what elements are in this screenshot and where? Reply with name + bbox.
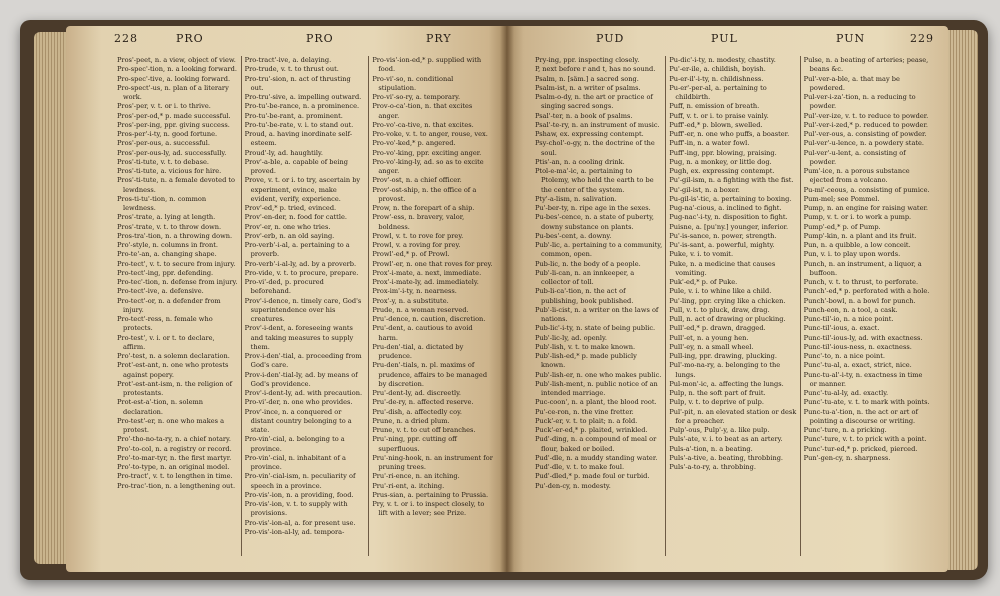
- dictionary-entry: Pu'-ling, ppr. crying like a chicken.: [669, 296, 786, 305]
- dictionary-entry: Punch'-ed,* p. perforated with a hole.: [803, 287, 930, 296]
- dictionary-entry: Pub-lic, n. the body of a people.: [535, 259, 641, 268]
- dictionary-entry: Pub'-li-cist, n. a writer on the laws of nations.: [535, 305, 659, 323]
- dictionary-entry: Puff, n. emission of breath.: [669, 102, 760, 111]
- dictionary-entry: Pun, n. a quibble, a low conceit.: [803, 241, 911, 249]
- dictionary-entry: Pud'-dle, v. t. to make foul.: [535, 463, 625, 471]
- dictionary-entry: Puff, v. t. or i. to praise vainly.: [669, 111, 769, 120]
- dictionary-entry: Prov'-en-der, n. food for cattle.: [244, 213, 347, 222]
- dictionary-entry: Pu'-ber-ty, n. ripe age in the sexes.: [535, 204, 651, 212]
- dictionary-entry: Pull-ing, ppr. drawing, plucking.: [669, 352, 777, 360]
- dictionary-entry: Pros'-per-ous, a. successful.: [117, 139, 210, 148]
- dictionary-entry: Punc-tu-a'-tion, n. the act or art of pointing a discourse or writing.: [803, 407, 918, 425]
- left-head-3: PRY: [426, 32, 452, 45]
- dictionary-entry: Pro-tect'-ive, a. defensive.: [117, 287, 204, 296]
- dictionary-entry: Prove, v. t. or i. to try, ascertain by experiment, evince, make evident, verify, experience.: [244, 176, 361, 203]
- dictionary-entry: Pro-vo'-ca-tive, n. that excites.: [372, 120, 474, 129]
- dictionary-entry: Pro-tract', v. t. to lengthen in time.: [117, 472, 233, 481]
- dictionary-entry: Puc-coon', n. a plant, the blood root.: [535, 398, 657, 407]
- dictionary-entry: Pru'-dent, a. cautious to avoid harm.: [372, 324, 473, 342]
- dictionary-entry: Prov'-i-dent-ly, ad. with precaution.: [244, 389, 363, 397]
- dictionary-entry: Punc'-tu-ate, v. t. to mark with points.: [803, 398, 930, 407]
- dictionary-entry: Psy-chol'-o-gy, n. the doctrine of the soul.: [535, 139, 655, 157]
- dictionary-entry: Pshaw, ex. expressing contempt.: [535, 130, 644, 138]
- dictionary-entry: Pu-gil-is'-tic, a. pertaining to boxing.: [669, 194, 792, 203]
- dictionary-entry: Pro-vide, v. t. to procure, prepare.: [244, 268, 359, 277]
- dictionary-entry: Punc-til'-ious-ly, ad. with exactness.: [803, 333, 923, 342]
- dictionary-entry: Puls'-ate, v. i. to beat as an artery.: [669, 435, 783, 444]
- dictionary-entry: Pru'-dence, n. caution, discretion.: [372, 315, 486, 323]
- left-page-column-3: [368, 56, 496, 556]
- dictionary-entry: Pros'-ti-tute, a. vicious for hire.: [117, 167, 222, 175]
- dictionary-entry: Prox'-y, n. a substitute.: [372, 296, 449, 305]
- dictionary-entry: Pro-vi'-ded, p. procured beforehand.: [244, 278, 324, 296]
- dictionary-entry: Punc'-to, n. a nice point.: [803, 352, 885, 360]
- dictionary-entry: Pro-tru'-sion, n. act of thrusting out.: [244, 74, 351, 92]
- dictionary-entry: Puk'-ed,* p. of Puke.: [669, 278, 738, 286]
- dictionary-entry: Pulp, v. t. to deprive of pulp.: [669, 398, 764, 407]
- dictionary-entry: Pul'-ver-ous, a. consisting of powder.: [803, 130, 927, 138]
- dictionary-entry: Pro-spec'-tive, a. looking forward.: [117, 74, 231, 83]
- dictionary-entry: Pub'-lish-er, n. one who makes public.: [535, 370, 662, 379]
- dictionary-entry: Prov'-ost, n. a chief officer.: [372, 176, 462, 185]
- dictionary-entry: Pro-vo'-ked,* p. angered.: [372, 139, 456, 148]
- dictionary-entry: Pulse, n. a beating of arteries; pease, beans &c.: [803, 56, 929, 74]
- dictionary-entry: Pu'-is-sant, a. powerful, mighty.: [669, 241, 775, 249]
- dictionary-entry: Pros'-per, v. t. or i. to thrive.: [117, 102, 211, 111]
- dictionary-entry: Pro-tect', v. t. to secure from injury.: [117, 259, 236, 268]
- dictionary-entry: Puff'-ing, ppr. blowing, praising.: [669, 148, 777, 157]
- right-head-1: PUD: [596, 32, 625, 45]
- dictionary-entry: Prov'-i-dent, a. foreseeing wants and taking measures to supply them.: [244, 324, 354, 351]
- dictionary-entry: Pros'-per-ous-ly, ad. successfully.: [117, 148, 227, 157]
- dictionary-entry: Pro'-test, n. a solemn declaration.: [117, 352, 230, 360]
- dictionary-entry: Pul'-pit, n. an elevated station or desk for a preacher.: [669, 407, 797, 425]
- dictionary-entry: Proud, a. having inordinate self-esteem.: [244, 130, 353, 148]
- dictionary-entry: Pro-vis'-ion, n. a providing, food.: [244, 490, 354, 499]
- dictionary-entry: Pu-bes'-cence, n. a state of puberty, downy substance on plants.: [535, 213, 655, 231]
- dictionary-entry: Pru'-ri-ence, n. an itching.: [372, 472, 460, 481]
- dictionary-entry: Prox'-i-mate-ly, ad. immediately.: [372, 278, 479, 286]
- dictionary-entry: Pul-ver'-u-lence, n. a powdery state.: [803, 139, 925, 148]
- dictionary-entry: Prox-im'-i-ty, n. nearness.: [372, 287, 457, 296]
- dictionary-entry: Prox'-i-mate, a. next, immediate.: [372, 268, 482, 277]
- dictionary-entry: Pu'-gil-ist, n. a boxer.: [669, 185, 740, 194]
- dictionary-entry: Pru-den'-tial, a. dictated by prudence.: [372, 342, 464, 360]
- dictionary-entry: Prov-i-den'-tial-ly, ad. by means of God's providence.: [244, 370, 358, 388]
- dictionary-entry: Pro-verb'-i-al, a. pertaining to a proverb.: [244, 241, 350, 259]
- dictionary-entry: Punc'-tu-al-ly, ad. exactly.: [803, 389, 889, 397]
- dictionary-entry: Pugh, ex. expressing contempt.: [669, 167, 775, 175]
- dictionary-entry: Pro-vi'-so-ry, a. temporary.: [372, 93, 461, 101]
- dictionary-entry: Ptol-e-ma'-ic, a. pertaining to Ptolemy, who held the earth to be the center of the system.: [535, 167, 654, 194]
- dictionary-entry: Punc'-tur-ed,* p. pricked, pierced.: [803, 444, 918, 453]
- dictionary-entry: Pro-tru'-sive, a. impelling outward.: [244, 93, 362, 101]
- dictionary-entry: Pros-ti-tu'-tion, n. common lewdness.: [117, 194, 207, 212]
- dictionary-entry: Punch, v. t. to thrust, to perforate.: [803, 278, 919, 286]
- dictionary-entry: Punc-til'-ious, a. exact.: [803, 324, 880, 333]
- dictionary-entry: Punc'-ture, v. t. to prick with a point.: [803, 435, 927, 444]
- dictionary-entry: Pro-vin'-cial, a. belonging to a province.: [244, 435, 345, 453]
- dictionary-entry: Pro'-tho-no-ta-ry, n. a chief notary.: [117, 435, 231, 444]
- dictionary-entry: Prune, n. a dried plum.: [372, 416, 450, 425]
- right-page-column-2: [665, 56, 799, 556]
- dictionary-entry: Pul'-ver-a-ble, a. that may be powdered.: [803, 74, 900, 92]
- dictionary-entry: Pru-den'-tials, n. pl. maxims of prudence, affairs to be managed by discretion.: [372, 361, 488, 388]
- dictionary-entry: Pub'-lic, a. pertaining to a community, common, open.: [535, 241, 663, 259]
- left-head-2: PRO: [306, 32, 334, 45]
- right-head-2: PUL: [711, 32, 738, 45]
- dictionary-entry: Pros'-trate, a. lying at length.: [117, 213, 216, 222]
- dictionary-entry: Pub-lic'-i-ty, n. state of being public.: [535, 324, 656, 333]
- dictionary-entry: Pru'-ri-ent, a. itching.: [372, 481, 445, 490]
- dictionary-entry: Pros-per'-i-ty, n. good fortune.: [117, 130, 218, 138]
- dictionary-entry: Puls'-a-to-ry, a. throbbing.: [669, 463, 756, 471]
- dictionary-entry: Puff'-in, n. a water fowl.: [669, 139, 750, 148]
- dictionary-entry: Pul'-ver-i-zed,* p. reduced to powder.: [803, 120, 928, 129]
- dictionary-entry: Pu-er-il'-i-ty, n. childishness.: [669, 74, 764, 83]
- dictionary-entry: Pros'-trate, v. t. to throw down.: [117, 222, 222, 231]
- dictionary-entry: Pum-mel; see Pommel.: [803, 194, 880, 203]
- dictionary-entry: Psal'-ter, n. a book of psalms.: [535, 111, 633, 120]
- dictionary-entry: Pro-vin'-cial, n. inhabitant of a province.: [244, 453, 346, 471]
- dictionary-entry: Pull'-ey, n. a small wheel.: [669, 342, 754, 351]
- dictionary-entry: Pro-verb'-i-al-ly, ad. by a proverb.: [244, 259, 357, 268]
- dictionary-entry: Psal'-te-ry, n. an instrument of music.: [535, 120, 660, 129]
- dictionary-entry: Pro-tract'-ive, a. delaying.: [244, 56, 332, 64]
- right-page-number: 229: [910, 32, 934, 45]
- dictionary-entry: Pud'-ding, n. a compound of meal or flour, baked or boiled.: [535, 435, 657, 453]
- dictionary-entry: Pull'-et, n. a young hen.: [669, 333, 749, 342]
- dictionary-entry: Pry-ing, ppr. inspecting closely.: [535, 56, 640, 64]
- dictionary-entry: Pu'-ce-ron, n. the vine fretter.: [535, 407, 634, 416]
- dictionary-entry: Pug, n. a monkey, or little dog.: [669, 157, 772, 166]
- dictionary-entry: P, next before r and t, has no sound.: [535, 65, 656, 74]
- dictionary-entry: Ptis'-an, n. a cooling drink.: [535, 157, 625, 166]
- dictionary-entry: Pro-trude, v. t. to thrust out.: [244, 65, 339, 74]
- dictionary-entry: Punc'-ture, n. a pricking.: [803, 426, 887, 434]
- dictionary-entry: Pros'-ti-tute, n. a female devoted to lewdness.: [117, 176, 236, 194]
- dictionary-entry: Prowl, v. t. to rove for prey.: [372, 231, 464, 240]
- dictionary-entry: Prov'-ince, n. a conquered or distant country belonging to a state.: [244, 407, 352, 434]
- dictionary-entry: Puck'-er-ed,* p. plaited, wrinkled.: [535, 426, 648, 434]
- dictionary-entry: Pro-tect'-ress, n. female who protects.: [117, 315, 213, 333]
- dictionary-entry: Pu-bes'-cent, a. downy.: [535, 231, 612, 240]
- dictionary-entry: Prowl'-ed,* p. of Prowl.: [372, 250, 450, 259]
- dictionary-entry: Pulp'-ous, Pulp'-y, a. like pulp.: [669, 426, 770, 434]
- dictionary-entry: Pro-vis'-ion-al, a. for present use.: [244, 518, 356, 527]
- dictionary-entry: Prune, v. t. to cut off branches.: [372, 426, 476, 434]
- dictionary-entry: Pum'-ice, n. a porous substance ejected from a volcano.: [803, 167, 910, 185]
- dictionary-entry: Pu'-gil-ism, n. a fighting with the fist.: [669, 176, 794, 185]
- dictionary-entry: Pro-vi'-der, n. one who provides.: [244, 398, 353, 407]
- dictionary-entry: Pro'-style, n. columns in front.: [117, 241, 219, 249]
- book-gutter: [500, 26, 514, 572]
- dictionary-entry: Puls-a'-tion, n. a beating.: [669, 444, 753, 453]
- dictionary-entry: Psalm-ist, n. a writer of psalms.: [535, 83, 641, 92]
- dictionary-entry: Pun'-gen-cy, n. sharpness.: [803, 453, 891, 462]
- dictionary-entry: Pu-dic'-i-ty, n. modesty, chastity.: [669, 56, 776, 64]
- dictionary-entry: Prot'-est-ant-ism, n. the religion of protestants.: [117, 379, 233, 397]
- dictionary-entry: Punc-tu-al'-i-ty, n. exactness in time or manner.: [803, 370, 923, 388]
- dictionary-entry: Prov'-i-dence, n. timely care, God's superintendence over his creatures.: [244, 296, 362, 323]
- dictionary-entry: Puke, n. a medicine that causes vomiting.: [669, 259, 776, 277]
- dictionary-entry: Pros'-per-od,* p. made successful.: [117, 111, 231, 120]
- dictionary-entry: Pro-tec'-tion, n. defense from injury.: [117, 278, 238, 286]
- dictionary-entry: Prov'-a-ble, a. capable of being proved.: [244, 157, 349, 175]
- dictionary-entry: Punch, n. an instrument, a liquor, a buffoon.: [803, 259, 922, 277]
- dictionary-entry: Punc'-tu-al, a. exact, strict, nice.: [803, 361, 912, 370]
- dictionary-entry: Pro'-to-col, n. a registry or record.: [117, 444, 232, 453]
- dictionary-entry: Pros'-per-ing, ppr. giving success.: [117, 120, 230, 129]
- dictionary-entry: Pule, v. i. to whine like a child.: [669, 287, 772, 296]
- dictionary-entry: Pro-trac'-tion, n. a lengthening out.: [117, 481, 236, 490]
- right-running-header: [506, 32, 948, 50]
- dictionary-entry: Pu-er'-per-al, a. pertaining to childbirth.: [669, 83, 767, 101]
- dictionary-entry: Pro-voke, v. t. to anger, rouse, vex.: [372, 130, 488, 138]
- left-page-number: 228: [114, 32, 138, 45]
- dictionary-entry: Pru'-dish, a. affectedly coy.: [372, 407, 463, 416]
- dictionary-entry: Pro-vin'-cial-ism, n. peculiarity of speech in a province.: [244, 472, 356, 490]
- dictionary-entry: Pry, v. t. or i. to inspect closely, to lift with a lever; see Prize.: [372, 500, 485, 518]
- dictionary-entry: Pro-test', v. i. or t. to declare, affirm.: [117, 333, 215, 351]
- dictionary-entry: Pro'-to-type, n. an original model.: [117, 463, 230, 471]
- dictionary-entry: Pu-mi'-ceous, a. consisting of pumice.: [803, 185, 930, 194]
- dictionary-entry: Prus-sian, a. pertaining to Prussia.: [372, 490, 489, 499]
- dictionary-entry: Pro-test'-er, n. one who makes a protest.: [117, 416, 225, 434]
- dictionary-entry: Pro-tu'-be-rance, n. a prominence.: [244, 102, 360, 111]
- dictionary-entry: Puck'-er, v. t. to plait; n. a fold.: [535, 416, 638, 425]
- dictionary-entry: Pub-li-ca'-tion, n. the act of publishing, book published.: [535, 287, 634, 305]
- dictionary-entry: Pun, v. i. to play upon words.: [803, 250, 901, 259]
- dictionary-entry: Pro-vis'-ion-al-ly, ad. tempora-: [244, 527, 345, 536]
- dictionary-entry: Puff'-ed,* p. blown, swelled.: [669, 120, 763, 129]
- dictionary-entry: Pull'-ed,* p. drawn, dragged.: [669, 324, 766, 333]
- dictionary-entry: Prov'-ed,* p. tried, evinced.: [244, 204, 337, 212]
- dictionary-entry: Pul-ver'-u-lent, a. consisting of powder.: [803, 148, 906, 166]
- dictionary-entry: Pro-tect'-or, n. a defender from injury.: [117, 296, 221, 314]
- dictionary-entry: Pru'-ning-hook, n. an instrument for pruning trees.: [372, 453, 493, 471]
- left-page: [66, 26, 506, 572]
- left-running-header: [66, 32, 506, 50]
- dictionary-entry: Pu'-is-sance, n. power, strength.: [669, 231, 777, 240]
- dictionary-entry: Prot-est-a'-tion, n. solemn declaration.: [117, 398, 204, 416]
- dictionary-entry: Pu'-er-ile, a. childish, boyish.: [669, 65, 766, 74]
- dictionary-entry: Pug-na'-cious, a. inclined to fight.: [669, 204, 782, 212]
- dictionary-entry: Pro-te'-an, a. changing shape.: [117, 250, 217, 259]
- dictionary-entry: Prov'-erb, n. an old saying.: [244, 231, 335, 240]
- dictionary-entry: Prov'-er, n. one who tries.: [244, 222, 331, 231]
- dictionary-entry: Prow, n. the forepart of a ship.: [372, 204, 475, 212]
- dictionary-entry: Pulp, n. the soft part of fruit.: [669, 389, 766, 397]
- dictionary-entry: Pro-tu'-be-rant, a. prominent.: [244, 111, 343, 120]
- dictionary-entry: Pub'-lish, v. t. to make known.: [535, 342, 636, 351]
- left-page-column-2: [241, 56, 369, 556]
- dictionary-entry: Prowl'-er, n. one that roves for prey.: [372, 259, 493, 268]
- dictionary-entry: Pro-tect'-ing, ppr. defending.: [117, 268, 214, 277]
- dictionary-entry: Pru'-de-ry, n. affected reserve.: [372, 398, 474, 407]
- dictionary-entry: Punch'-bowl, n. a bowl for punch.: [803, 296, 916, 305]
- dictionary-entry: Pull, n. act of drawing or plucking.: [669, 315, 786, 323]
- dictionary-entry: Puls'-a-tive, a. beating, throbbing.: [669, 453, 784, 462]
- dictionary-entry: Puisne, a. [pu'ny.] younger, inferior.: [669, 222, 789, 231]
- right-page-column-1: [532, 56, 665, 556]
- dictionary-entry: Psalm, n. [säm.] a sacred song.: [535, 74, 639, 83]
- dictionary-entry: Pull, v. t. to pluck, draw, drag.: [669, 305, 770, 314]
- dictionary-entry: Pro-vo'-king-ly, ad. so as to excite anger.: [372, 157, 484, 175]
- dictionary-entry: Pros'-ti-tute, v. t. to debase.: [117, 157, 209, 166]
- dictionary-entry: Pub'-lic-ly, ad. openly.: [535, 333, 607, 342]
- dictionary-entry: Pud'-dled,* p. made foul or turbid.: [535, 472, 650, 481]
- dictionary-entry: Pub'-lish-ment, n. public notice of an intended marriage.: [535, 379, 658, 397]
- dictionary-entry: Pul-mon'-ic, a. affecting the lungs.: [669, 379, 784, 388]
- dictionary-entry: Pu'-den-cy, n. modesty.: [535, 481, 611, 490]
- dictionary-entry: Punc-til'-io, n. a nice point.: [803, 315, 894, 323]
- dictionary-entry: Prowl, v. a roving for prey.: [372, 241, 461, 249]
- dictionary-entry: Pul-ver-i-za'-tion, n. a reducing to powder.: [803, 93, 916, 111]
- dictionary-entry: Prow'-ess, n. bravery, valor, boldness.: [372, 213, 465, 231]
- dictionary-entry: Pty'-a-lism, n. salivation.: [535, 194, 617, 203]
- dictionary-entry: Pud'-dle, n. a muddy standing water.: [535, 453, 658, 462]
- dictionary-entry: Pump'-kin, n. a plant and its fruit.: [803, 231, 917, 240]
- dictionary-entry: Pru'-dent-ly, ad. discreetly.: [372, 389, 462, 397]
- dictionary-entry: Puff'-er, n. one who puffs, a boaster.: [669, 130, 790, 138]
- dictionary-entry: Pub'-lish-ed,* p. made publicly known.: [535, 352, 637, 370]
- dictionary-entry: Pro-tu'-be-rate, v. i. to stand out.: [244, 120, 354, 129]
- dictionary-entry: Punch-eon, n. a tool, a cask.: [803, 305, 898, 314]
- dictionary-entry: Pro-spec'-tion, n. a looking forward.: [117, 65, 237, 74]
- dictionary-entry: Prot'-est-ant, n. one who protests against popery.: [117, 361, 229, 379]
- dictionary-entry: Pro-vi'-so, n. conditional stipulation.: [372, 74, 454, 92]
- dictionary-entry: Pump'-ed,* p. of Pump.: [803, 222, 881, 231]
- dictionary-entry: Pro'-to-mar-tyr, n. the first martyr.: [117, 453, 232, 462]
- right-head-3: PUN: [836, 32, 866, 45]
- dictionary-entry: Pro-spect'-us, n. plan of a literary work.: [117, 83, 229, 101]
- dictionary-entry: Prov'-ost-ship, n. the office of a provost.: [372, 185, 477, 203]
- left-head-1: PRO: [176, 32, 204, 45]
- dictionary-entry: Pro-vis'-ion-ed,* p. supplied with food.: [372, 56, 482, 74]
- dictionary-entry: Pump, v. t. or i. to work a pump.: [803, 213, 912, 222]
- dictionary-entry: Pros-tra'-tion, n. a throwing down.: [117, 231, 233, 240]
- right-page-column-3: [800, 56, 934, 556]
- dictionary-entry: Pru'-ning, ppr. cutting off superfluous.: [372, 435, 457, 453]
- dictionary-entry: Psalm-o-dy, n. the art or practice of singing sacred songs.: [535, 93, 653, 111]
- dictionary-entry: Pul'-ver-ize, v. t. to reduce to powder.: [803, 111, 929, 120]
- dictionary-entry: Prov-o-ca'-tion, n. that excites anger.: [372, 102, 473, 120]
- dictionary-entry: Pub'-li-can, n. an innkeeper, a collector of toll.: [535, 268, 635, 286]
- dictionary-entry: Prude, n. a woman reserved.: [372, 305, 469, 314]
- dictionary-entry: Pros'-peet, n. a view, object of view.: [117, 56, 236, 64]
- left-page-column-1: [114, 56, 241, 556]
- dictionary-entry: Pul'-mo-na-ry, a. belonging to the lungs.: [669, 361, 781, 379]
- dictionary-entry: Pro-vo'-king, ppr. exciting anger.: [372, 148, 482, 157]
- dictionary-entry: Pump, n. an engine for raising water.: [803, 204, 928, 212]
- dictionary-entry: Pug-nac'-i-ty, n. disposition to fight.: [669, 213, 788, 222]
- right-page-edges: [944, 30, 978, 570]
- dictionary-entry: Prov-i-den'-tial, a. proceeding from God's care.: [244, 352, 362, 370]
- dictionary-entry: Pro-vis'-ion, v. t. to supply with provisions.: [244, 500, 348, 518]
- right-page: [506, 26, 948, 572]
- dictionary-entry: Puke, v. i. to vomit.: [669, 250, 734, 259]
- dictionary-entry: Punc-til'-ious-ness, n. exactness.: [803, 342, 912, 351]
- dictionary-entry: Proud'-ly, ad. haughtily.: [244, 148, 323, 157]
